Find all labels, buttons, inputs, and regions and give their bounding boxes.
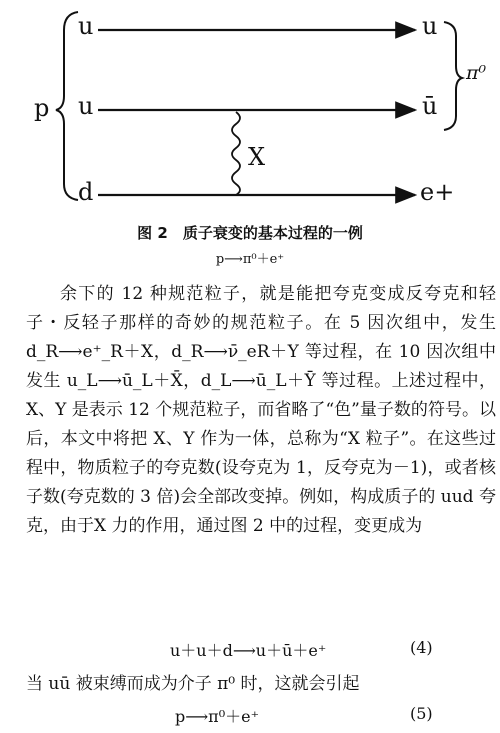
figure-caption: 图 2 质子衰变的基本过程的一例 [137,224,363,242]
equation-4-number: (4) [410,638,433,657]
label-x: X [248,143,266,171]
out-positron: e+ [420,178,455,206]
in-quark-1: u [78,12,94,40]
label-pi0: π⁰ [466,62,487,84]
paragraph-2-text: 当 uū 被束缚而成为介子 π⁰ 时，这就会引起 [26,674,360,694]
in-quark-3: d [78,178,94,206]
paragraph-1 [26,280,496,541]
figure-subcaption: p⟶π⁰＋e⁺ [215,252,285,267]
x-boson-line [232,112,240,195]
in-quark-2: u [78,92,94,120]
label-p: p [34,94,50,122]
paragraph-1-text: 余下的 12 种规范粒子，就是能把夸克变成反夸克和轻子・反轻子那样的奇妙的规范粒子。在 5 因次组中，发生 d_R⟶e⁺_R＋X，d_R⟶ν̄_eR＋Y 等过程，在 10 因次组中发生 u_L⟶ū_L＋X̄，d_L⟶ū_L＋Ȳ 等过程。上述过程中，X、Y 是表示 12 个规范粒子，而省略了“色”量子数的符号。以后，本文中将把 X、Y 作为一体，总称为“X 粒子”。在这些过程中，物质粒子的夸克数(设夸克为 1，反夸克为－1)，或者核子数(夸克数的 3 倍)会全部改变掉。例如，构成质子的 uud 夸克，由于X 力的作用，通过图 2 中的过程，变更成为 [26,284,496,536]
paragraph-2 [26,670,496,699]
pion-brace [444,22,462,130]
equation-5-expr: p⟶π⁰＋e⁺ [175,707,260,726]
out-quark-1: u [422,12,438,40]
out-quark-2: ū [422,92,438,120]
equation-5-number: (5) [410,704,433,723]
equation-4-expr: u＋u＋d⟶u＋ū＋e⁺ [170,641,327,660]
proton-brace [56,12,78,200]
